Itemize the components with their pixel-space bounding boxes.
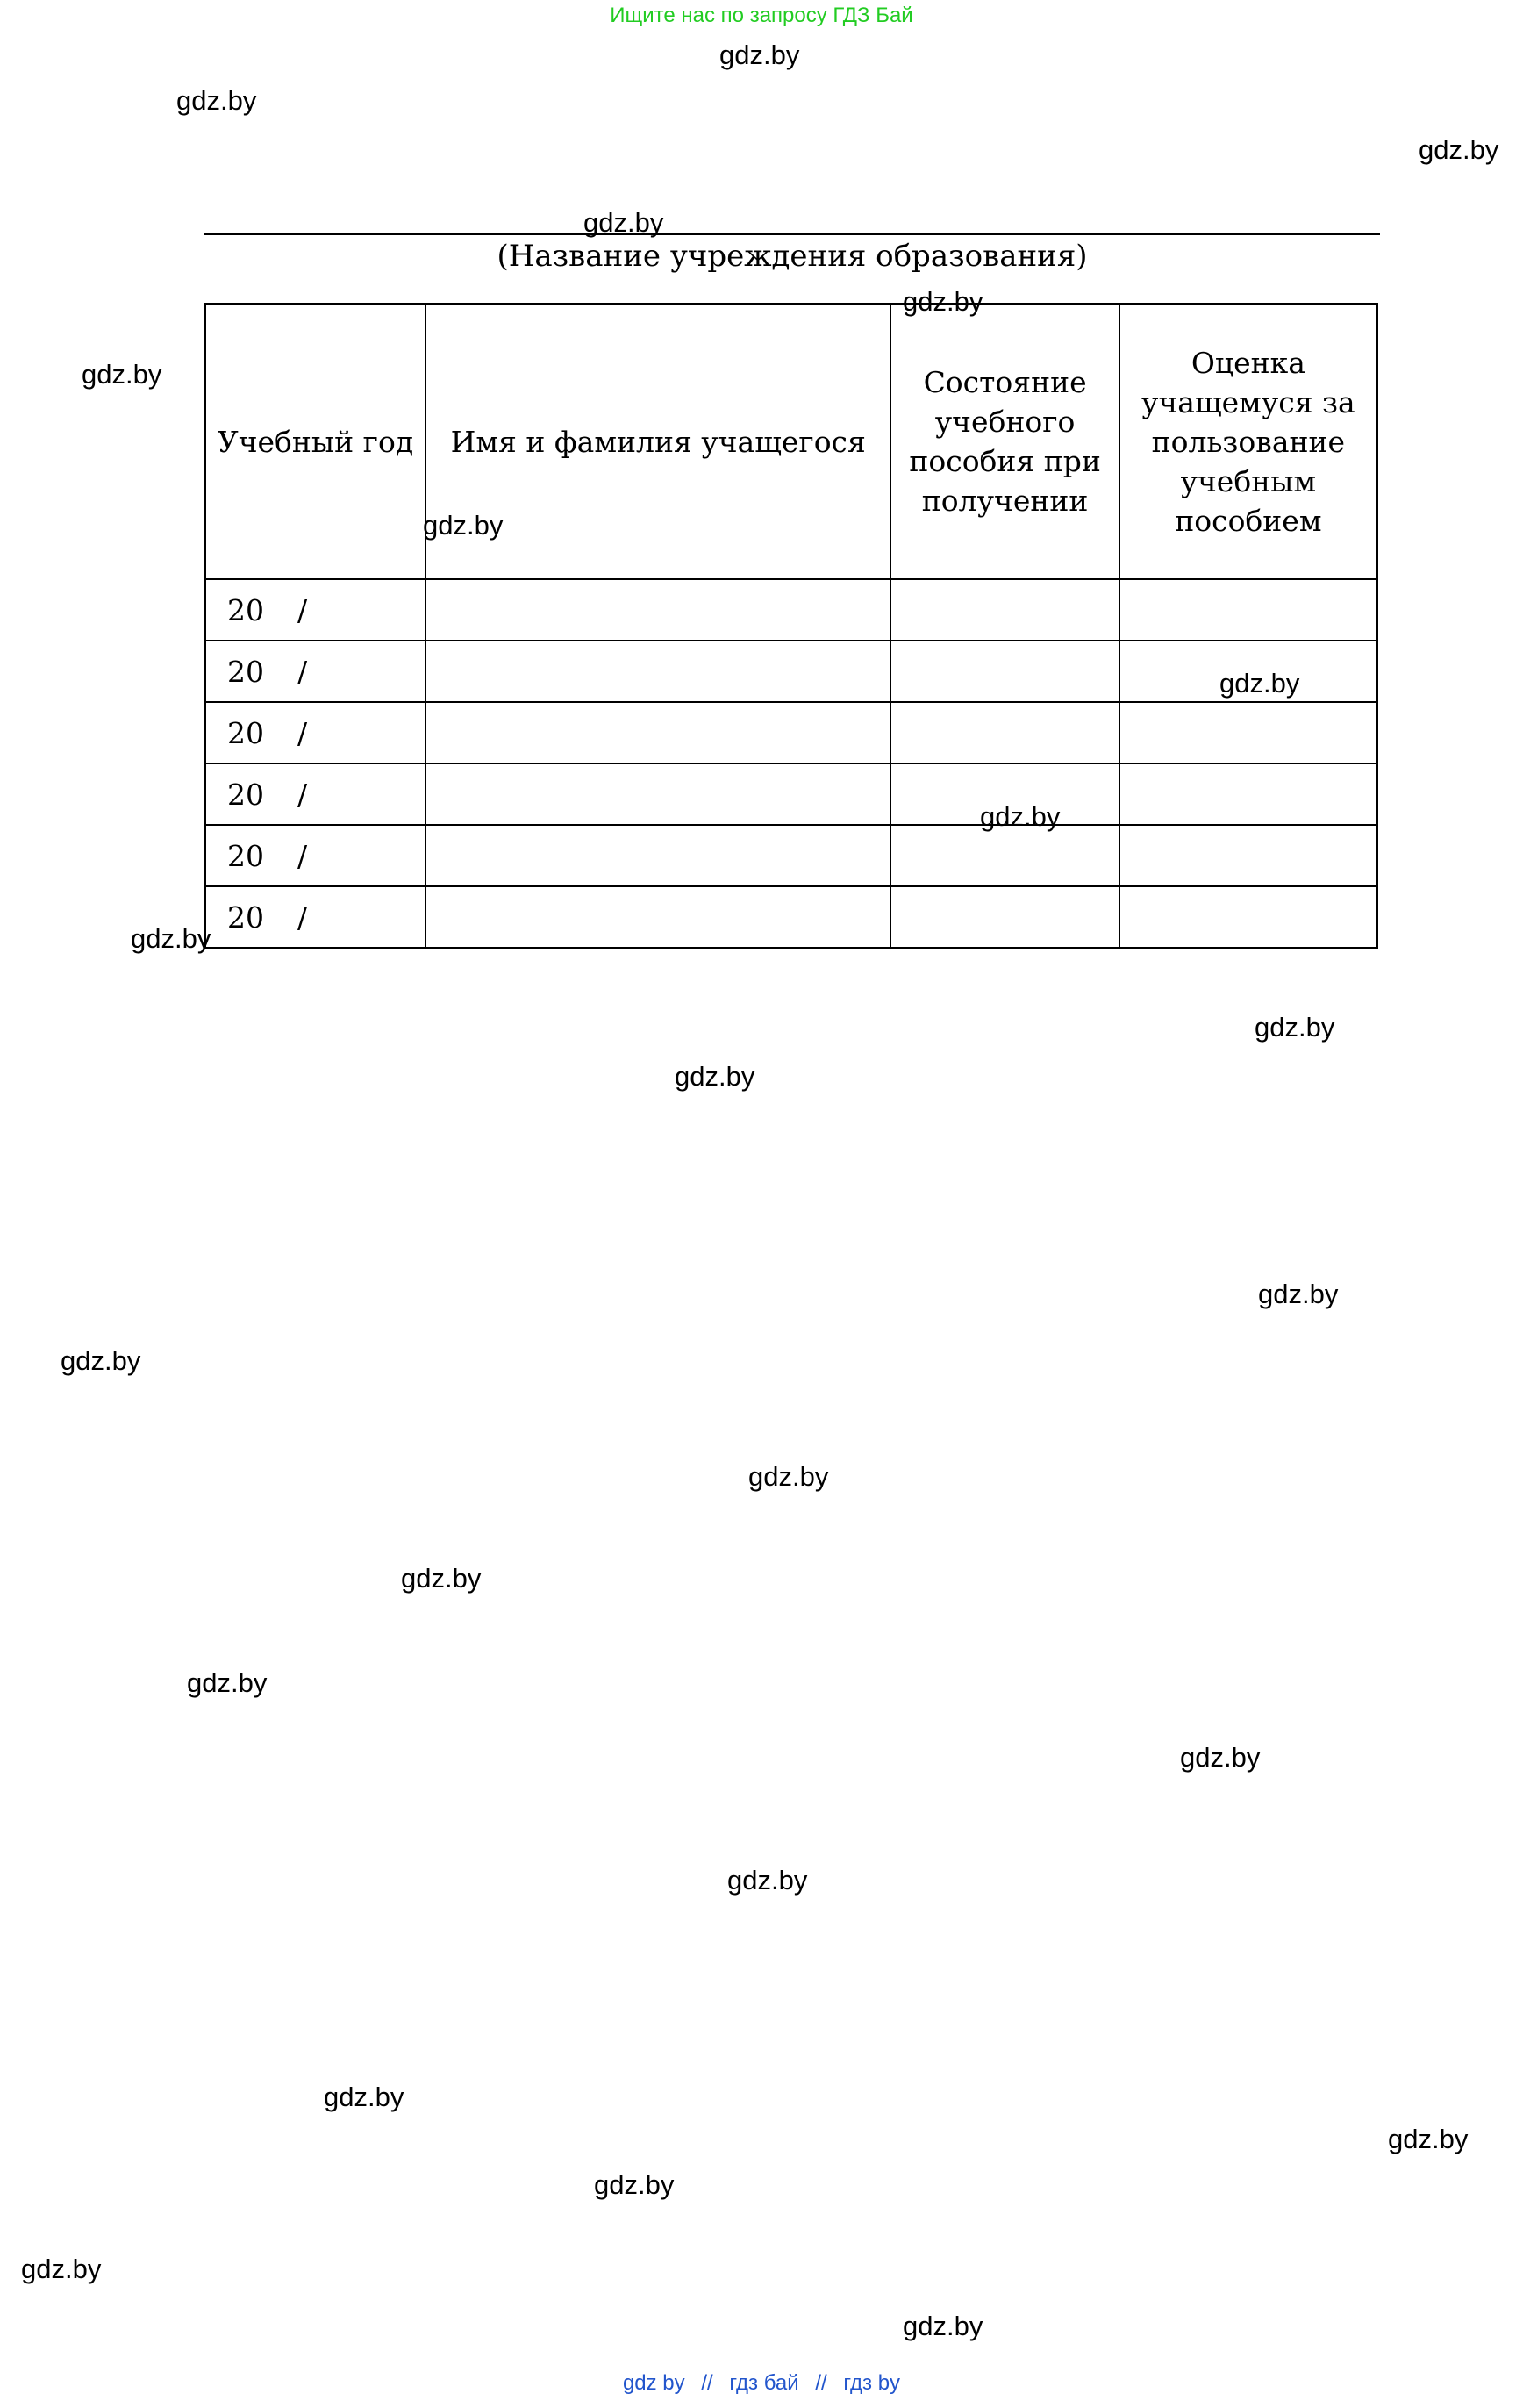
table-row <box>205 763 1377 825</box>
institution-caption: (Название учреждения образования) <box>497 239 1088 274</box>
watermark: gdz.by <box>1388 2124 1469 2154</box>
table-row <box>205 825 1377 886</box>
watermark: gdz.by <box>594 2169 675 2200</box>
header-book-condition: Состояние учебного пособия при получении <box>890 304 1119 579</box>
watermark: gdz.by <box>1180 1742 1261 1773</box>
watermark: gdz.by <box>903 2311 983 2341</box>
top-banner[interactable]: Ищите нас по запросу ГДЗ Бай <box>610 4 913 27</box>
year-cell: 20 / <box>205 886 425 948</box>
institution-name-line <box>204 233 1380 235</box>
footer-links <box>0 2371 1523 2396</box>
grade-cell <box>1119 702 1377 763</box>
watermark: gdz.by <box>719 39 800 70</box>
footer-link-gdz-bai[interactable]: гдз бай <box>729 2371 799 2395</box>
footer-separator: // <box>815 2371 827 2395</box>
watermark: gdz.by <box>1255 1012 1335 1043</box>
table-row <box>205 579 1377 641</box>
watermark: gdz.by <box>675 1061 755 1092</box>
watermark: gdz.by <box>980 801 1061 832</box>
condition-cell <box>890 579 1119 641</box>
watermark: gdz.by <box>727 1865 808 1896</box>
year-cell: 20 / <box>205 763 425 825</box>
year-cell: 20 / <box>205 641 425 702</box>
header-student-name: Имя и фамилия учащегося <box>425 304 890 579</box>
footer-link-gdz-by[interactable]: gdz by <box>622 2371 685 2395</box>
table-row <box>205 886 1377 948</box>
watermark: gdz.by <box>21 2254 102 2284</box>
watermark: gdz.by <box>61 1345 141 1376</box>
footer-separator: // <box>701 2371 713 2395</box>
name-cell <box>425 579 890 641</box>
name-cell <box>425 763 890 825</box>
table-row <box>205 702 1377 763</box>
header-student-grade: Оценка учащемуся за пользование учебным пособием <box>1119 304 1377 579</box>
textbook-register-table <box>204 303 1378 949</box>
year-cell: 20 / <box>205 702 425 763</box>
grade-cell <box>1119 763 1377 825</box>
name-cell <box>425 886 890 948</box>
table-header-row <box>205 304 1377 579</box>
condition-cell <box>890 825 1119 886</box>
grade-cell <box>1119 825 1377 886</box>
watermark: gdz.by <box>903 286 983 317</box>
grade-cell <box>1119 579 1377 641</box>
condition-cell <box>890 886 1119 948</box>
name-cell <box>425 825 890 886</box>
watermark: gdz.by <box>82 359 162 390</box>
watermark: gdz.by <box>131 923 211 954</box>
watermark: gdz.by <box>187 1667 268 1698</box>
watermark: gdz.by <box>324 2082 404 2112</box>
watermark: gdz.by <box>1258 1279 1339 1309</box>
watermark: gdz.by <box>583 207 664 238</box>
watermark: gdz.by <box>176 85 257 116</box>
name-cell <box>425 641 890 702</box>
condition-cell <box>890 641 1119 702</box>
year-cell: 20 / <box>205 825 425 886</box>
table-row <box>205 641 1377 702</box>
watermark: gdz.by <box>1219 668 1300 699</box>
footer-link-gdz-by-ru[interactable]: гдз by <box>843 2371 901 2395</box>
watermark: gdz.by <box>1419 134 1499 165</box>
year-cell: 20 / <box>205 579 425 641</box>
name-cell <box>425 702 890 763</box>
condition-cell <box>890 702 1119 763</box>
grade-cell <box>1119 886 1377 948</box>
header-school-year: Учебный год <box>205 304 425 579</box>
watermark: gdz.by <box>401 1563 482 1594</box>
watermark: gdz.by <box>423 510 504 541</box>
watermark: gdz.by <box>748 1461 829 1492</box>
